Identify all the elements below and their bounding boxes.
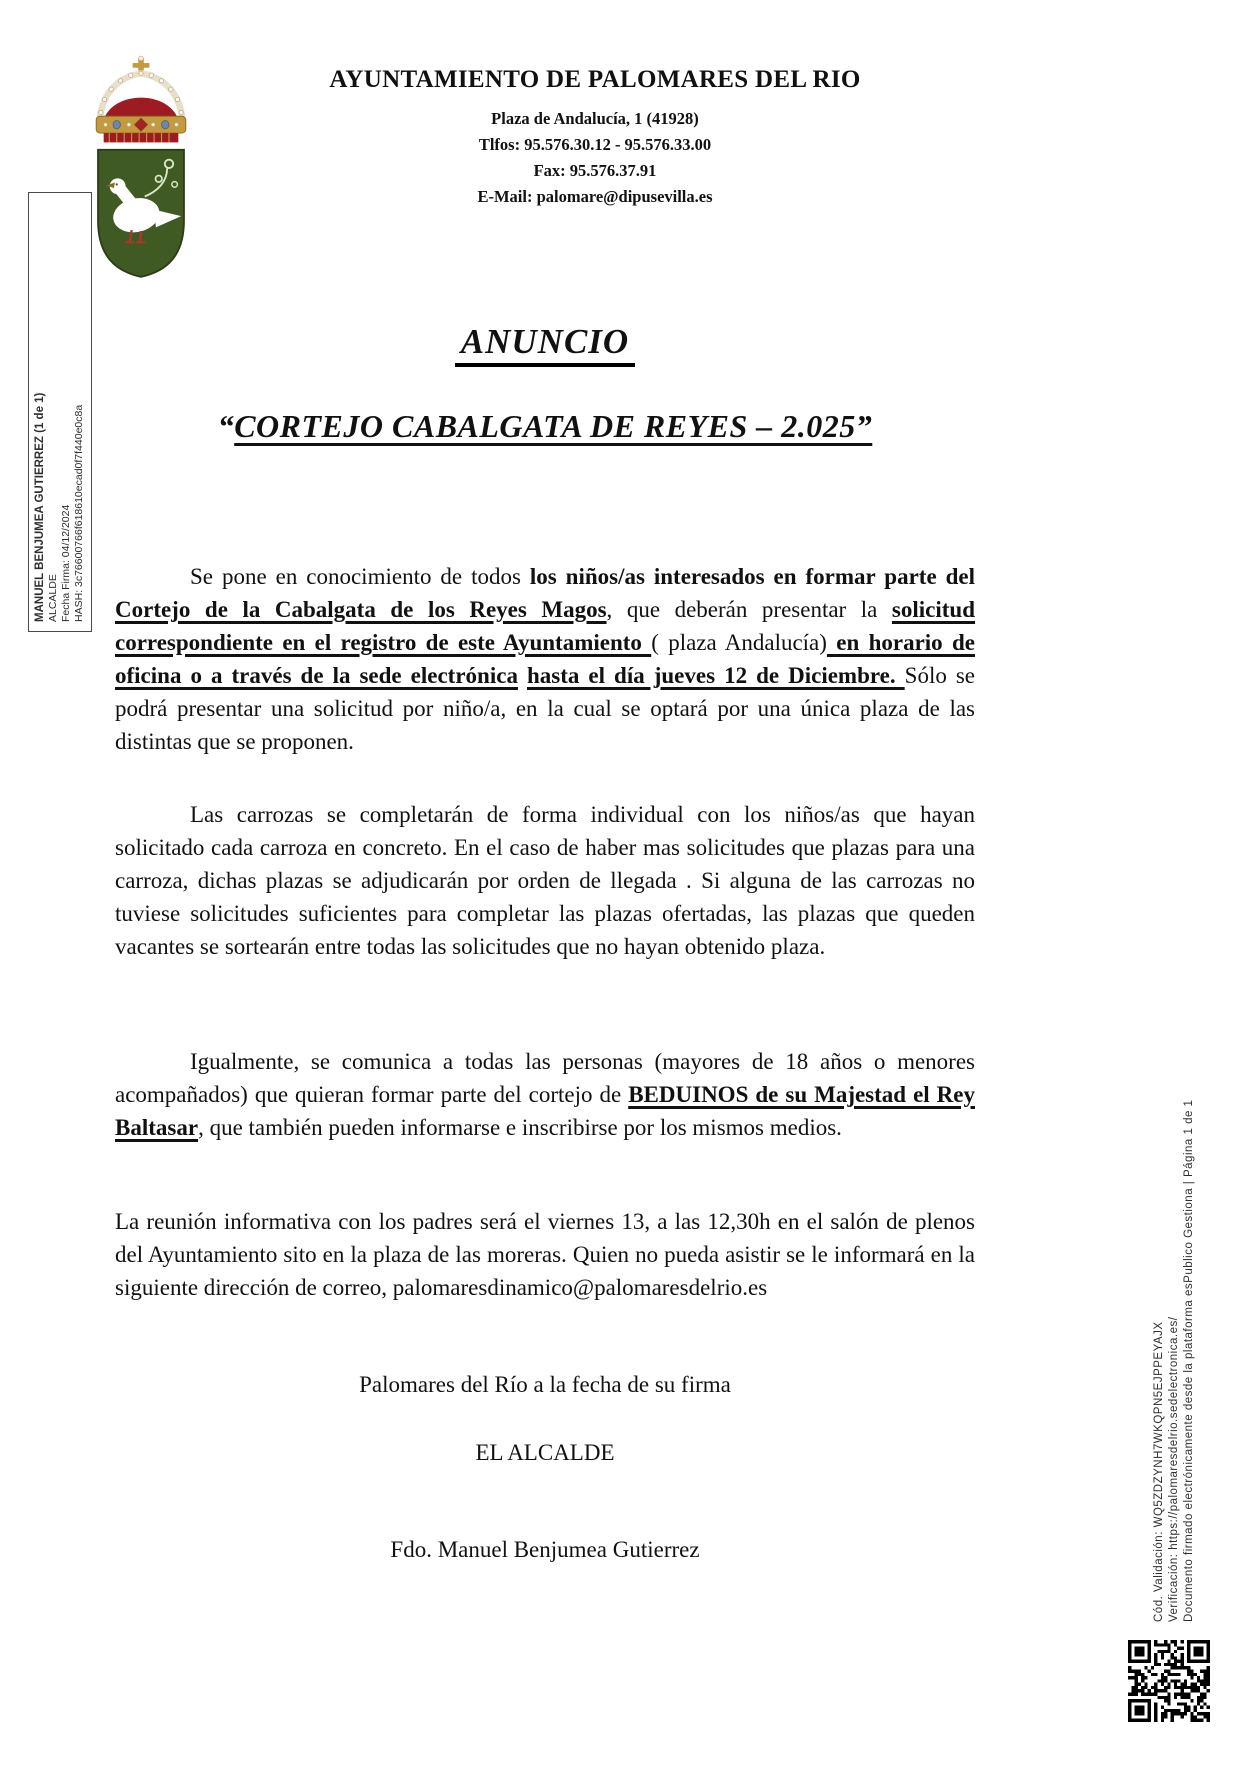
qr-code-icon — [1128, 1640, 1210, 1722]
org-name: AYUNTAMIENTO DE PALOMARES DEL RIO — [329, 66, 861, 93]
coat-of-arms-icon — [85, 52, 197, 286]
paragraph-2: Las carrozas se completarán de forma individual con los niños/as que hayan solicitado cada carroza en concreto. En el caso de haber mas solicitudes que plazas para una carroza, dichas plazas se adjudicarán por orden de llegada . Si alguna de las carrozas no tuviese solicitudes suficientes para completar las plazas ofertadas, las plazas que queden vacantes se sortearán entre todas las solicitudes que no hayan obtenido plaza. — [115, 802, 975, 959]
org-phones: Tlfos: 95.576.30.12 - 95.576.33.00 — [478, 135, 712, 154]
paragraph-3: Igualmente, se comunica a todas las personas (mayores de 18 años o menores acompañados) que quieran formar parte del cortejo de BEDUINOS de su Majestad el Rey Baltasar, que también pueden informarse e inscribirse por los mismos medios. — [115, 1049, 975, 1140]
signature-date: Fecha Firma: 04/12/2024 — [60, 504, 72, 622]
announcement-title: ANUNCIO — [115, 322, 975, 362]
org-address: Plaza de Andalucía, 1 (41928) — [491, 109, 699, 128]
crown-icon — [96, 56, 186, 142]
validation-margin-strip — [1152, 982, 1200, 1622]
closing-signature-line: Fdo. Manuel Benjumea Gutierrez — [390, 1537, 700, 1562]
signature-hash: HASH: 3c76600766f618610ecad0f7f440e0c8a — [73, 404, 85, 622]
shield-icon — [98, 150, 184, 277]
org-email: E-Mail: palomare@dipusevilla.es — [477, 187, 713, 206]
signer-role: ALCALDE — [47, 574, 59, 622]
platform-note: Documento firmado electrónicamente desde la plataforma esPublico Gestiona | Página 1 de 1 — [1183, 1099, 1195, 1622]
signature-margin-box — [28, 192, 92, 632]
closing-role-line: EL ALCALDE — [475, 1440, 615, 1465]
paragraph-1: Se pone en conocimiento de todos los niños/as interesados en formar parte del Cortejo de la Cabalgata de los Reyes Magos, que deberán presentar la solicitud correspondiente en el registro de este Ayuntamiento ( plaza Andalucía) en horario de oficina o a través de la sede electrónica hasta el día jueves 12 de Diciembre. Sólo se podrá presentar una solicitud por niño/a, en la cual se optará por una única plaza de las distintas que se proponen. — [115, 564, 976, 754]
org-fax: Fax: 95.576.37.91 — [533, 161, 657, 180]
validation-code: Cód. Validación: WQ5ZDZYNH7WKQPN5EJPPEYAJX — [1153, 1321, 1165, 1622]
announcement-subtitle: “CORTEJO CABALGATA DE REYES – 2.025” — [217, 408, 873, 444]
header — [290, 66, 900, 210]
verification-url: Verificación: https://palomaresdelrio.sedelectronica.es/ — [1168, 1316, 1180, 1622]
closing-place-line: Palomares del Río a la fecha de su firma — [359, 1372, 731, 1397]
paragraph-4: La reunión informativa con los padres será el viernes 13, a las 12,30h en el salón de plenos del Ayuntamiento sito en la plaza de las moreras. Quien no pueda asistir se le informará en la siguiente dirección de correo, palomaresdinamico@palomaresdelrio.es — [115, 1209, 975, 1300]
signer-name: MANUEL BENJUMEA GUTIERREZ (1 de 1) — [34, 392, 46, 622]
